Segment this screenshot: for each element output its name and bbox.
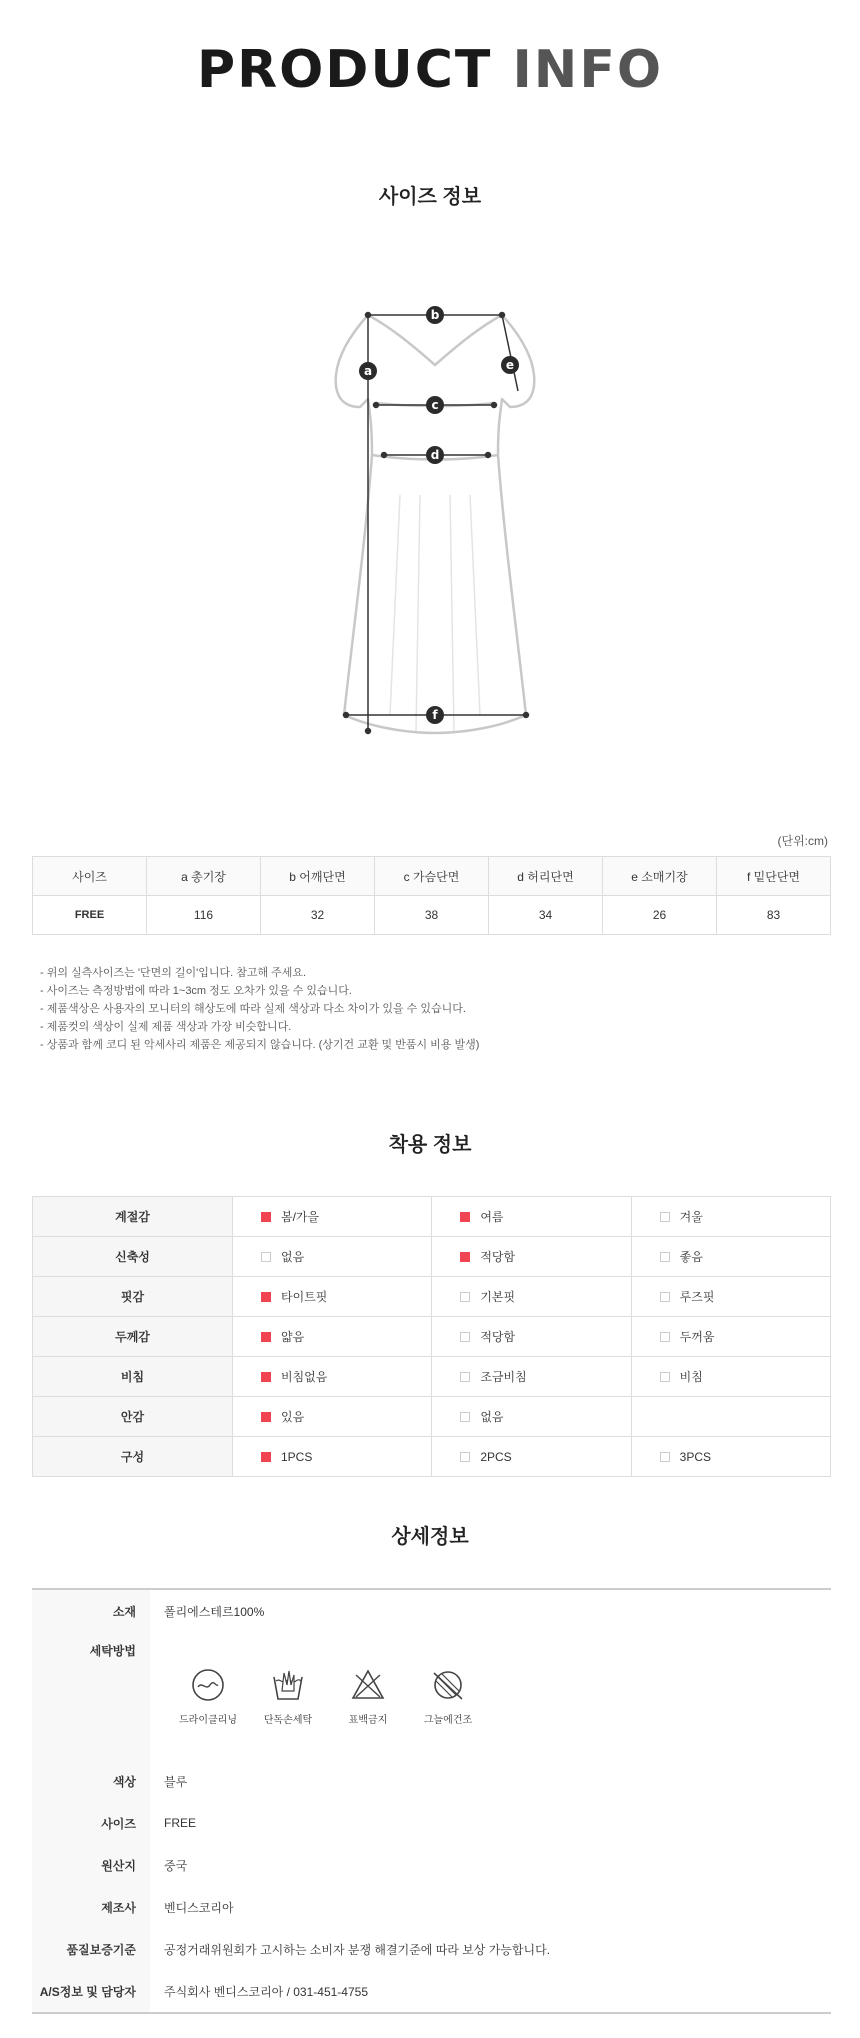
note-item: - 제품컷의 색상이 실제 제품 색상과 가장 비슷합니다.	[40, 1021, 292, 1033]
care-item-no-bleach	[328, 1667, 408, 1726]
checkbox-unchecked-icon	[660, 1332, 670, 1342]
fit-option-label: 비침	[679, 1370, 703, 1384]
page-title-accent: INFO	[512, 40, 664, 100]
size-table-header	[33, 857, 831, 896]
detail-label: 세탁방법	[32, 1632, 150, 1760]
detail-label: 제조사	[32, 1886, 150, 1928]
fit-option-label: 여름	[480, 1210, 504, 1224]
svg-text:b: b	[430, 308, 440, 322]
marker-d	[426, 446, 444, 464]
fit-row-label: 신축성	[33, 1237, 233, 1277]
care-icons	[164, 1633, 830, 1726]
fit-option-label: 기본핏	[480, 1290, 516, 1304]
detail-table	[32, 1588, 831, 2014]
size-table	[32, 856, 831, 935]
size-cell: 116	[147, 896, 261, 935]
fit-option-label: 1PCS	[281, 1449, 313, 1464]
fit-option-label: 타이트핏	[281, 1290, 328, 1304]
fit-option-empty	[631, 1397, 830, 1437]
checkbox-unchecked-icon	[460, 1412, 470, 1422]
fit-option-label: 비침없음	[281, 1370, 328, 1384]
detail-label: 사이즈	[32, 1802, 150, 1844]
fit-option	[432, 1357, 631, 1397]
fit-option-label: 2PCS	[480, 1449, 512, 1464]
detail-section-title: 상세정보	[391, 1526, 469, 1548]
care-item-shade-dry	[408, 1667, 488, 1726]
fit-option	[631, 1437, 830, 1477]
checkbox-checked-icon	[460, 1212, 470, 1222]
fit-option-label: 두꺼움	[679, 1330, 715, 1344]
detail-row-origin	[32, 1844, 831, 1886]
fit-option-label: 있음	[281, 1410, 305, 1424]
checkbox-unchecked-icon	[460, 1332, 470, 1342]
detail-row-warranty	[32, 1928, 831, 1970]
detail-row-manufacturer	[32, 1886, 831, 1928]
fit-row	[33, 1317, 831, 1357]
detail-row-material	[32, 1589, 831, 1632]
fit-option	[631, 1237, 830, 1277]
fit-row-label: 구성	[33, 1437, 233, 1477]
fit-option	[432, 1237, 631, 1277]
care-label: 그늘에건조	[423, 1715, 473, 1726]
size-col-header: 사이즈	[33, 857, 147, 896]
checkbox-checked-icon	[261, 1332, 271, 1342]
fit-option-label: 얇음	[281, 1330, 305, 1344]
checkbox-unchecked-icon	[660, 1212, 670, 1222]
detail-row-care	[32, 1632, 831, 1760]
svg-text:c: c	[431, 398, 439, 412]
fit-row	[33, 1357, 831, 1397]
fit-table	[32, 1196, 831, 1477]
care-item-hand-wash	[248, 1667, 328, 1726]
checkbox-unchecked-icon	[660, 1452, 670, 1462]
detail-value: 중국	[164, 1858, 188, 1873]
size-section-title: 사이즈 정보	[378, 186, 482, 208]
checkbox-checked-icon	[261, 1452, 271, 1462]
fit-option	[432, 1197, 631, 1237]
fit-option	[631, 1277, 830, 1317]
detail-label: 소재	[32, 1589, 150, 1632]
table-row	[33, 896, 831, 935]
fit-row-label: 비침	[33, 1357, 233, 1397]
fit-section-title: 착용 정보	[388, 1134, 472, 1156]
size-col-header: b 어깨단면	[261, 857, 375, 896]
fit-option	[631, 1317, 830, 1357]
shade-dry-icon	[430, 1667, 466, 1703]
fit-row-label: 핏감	[33, 1277, 233, 1317]
detail-value: 블루	[164, 1774, 188, 1789]
detail-row-color	[32, 1760, 831, 1802]
fit-option	[233, 1397, 432, 1437]
svg-text:a: a	[363, 364, 373, 378]
marker-c	[426, 396, 444, 414]
dry-cleaning-icon	[190, 1667, 226, 1703]
fit-option	[233, 1357, 432, 1397]
page-title-main: PRODUCT	[196, 40, 493, 100]
fit-option	[233, 1277, 432, 1317]
detail-label: A/S정보 및 담당자	[32, 1970, 150, 2013]
detail-row-size	[32, 1802, 831, 1844]
fit-option	[432, 1397, 631, 1437]
checkbox-unchecked-icon	[660, 1372, 670, 1382]
detail-label: 색상	[32, 1760, 150, 1802]
size-col-header: a 총기장	[147, 857, 261, 896]
checkbox-checked-icon	[261, 1292, 271, 1302]
checkbox-unchecked-icon	[460, 1452, 470, 1462]
detail-value: 주식회사 벤디스코리아 / 031-451-4755	[164, 1984, 368, 1999]
size-cell: 38	[375, 896, 489, 935]
note-item: - 사이즈는 측정방법에 따라 1~3cm 정도 오차가 있을 수 있습니다.	[40, 985, 352, 997]
marker-a	[359, 362, 377, 380]
marker-b	[426, 306, 444, 324]
fit-row	[33, 1277, 831, 1317]
care-item-dry-cleaning	[168, 1667, 248, 1726]
size-cell: 32	[261, 896, 375, 935]
fit-row-label: 두께감	[33, 1317, 233, 1357]
size-col-header: e 소매기장	[603, 857, 717, 896]
checkbox-unchecked-icon	[660, 1292, 670, 1302]
note-item: - 제품색상은 사용자의 모니터의 해상도에 따라 실제 색상과 다소 차이가 있을 수 있습니다.	[40, 1003, 466, 1015]
page-title	[0, 40, 860, 100]
fit-option	[233, 1237, 432, 1277]
fit-option-label: 겨울	[679, 1210, 703, 1224]
hand-wash-icon	[270, 1667, 306, 1703]
size-cell: 34	[489, 896, 603, 935]
size-col-header: c 가슴단면	[375, 857, 489, 896]
no-bleach-icon	[350, 1667, 386, 1703]
detail-value: 폴리에스테르100%	[164, 1604, 265, 1619]
detail-value: FREE	[164, 1816, 197, 1830]
checkbox-unchecked-icon	[261, 1252, 271, 1262]
size-col-header: d 허리단면	[489, 857, 603, 896]
fit-option	[233, 1197, 432, 1237]
fit-row	[33, 1437, 831, 1477]
fit-option-label: 없음	[480, 1410, 504, 1424]
svg-text:f: f	[432, 708, 438, 722]
detail-row-as-contact	[32, 1970, 831, 2013]
fit-option	[233, 1317, 432, 1357]
fit-option-label: 조금비침	[480, 1370, 527, 1384]
fit-option	[233, 1437, 432, 1477]
care-label: 드라이클리닝	[179, 1715, 237, 1726]
fit-option	[432, 1277, 631, 1317]
fit-option-label: 없음	[281, 1250, 305, 1264]
fit-row	[33, 1197, 831, 1237]
care-label: 표백금지	[348, 1715, 388, 1726]
fit-row-label: 안감	[33, 1397, 233, 1437]
dress-size-diagram	[320, 295, 550, 745]
fit-option-label: 적당함	[480, 1250, 516, 1264]
checkbox-unchecked-icon	[660, 1252, 670, 1262]
size-col-header: f 밑단단면	[717, 857, 831, 896]
fit-option-label: 루즈핏	[679, 1290, 715, 1304]
detail-value: 공정거래위원회가 고시하는 소비자 분쟁 해결기준에 따라 보상 가능합니다.	[164, 1942, 551, 1957]
fit-option-label: 적당함	[480, 1330, 516, 1344]
size-cell: FREE	[33, 896, 147, 935]
checkbox-unchecked-icon	[460, 1372, 470, 1382]
fit-row	[33, 1237, 831, 1277]
detail-label: 원산지	[32, 1844, 150, 1886]
size-cell: 83	[717, 896, 831, 935]
size-notes	[40, 964, 479, 1054]
note-item: - 위의 실측사이즈는 '단면의 길이'입니다. 참고해 주세요.	[40, 967, 307, 979]
size-cell: 26	[603, 896, 717, 935]
fit-row-label: 계절감	[33, 1197, 233, 1237]
checkbox-checked-icon	[460, 1252, 470, 1262]
svg-text:d: d	[430, 448, 440, 462]
checkbox-checked-icon	[261, 1372, 271, 1382]
fit-option-label: 좋음	[679, 1250, 703, 1264]
fit-option	[432, 1437, 631, 1477]
fit-option	[631, 1197, 830, 1237]
marker-f	[426, 706, 444, 724]
detail-label: 품질보증기준	[32, 1928, 150, 1970]
marker-e	[501, 356, 519, 374]
fit-row	[33, 1397, 831, 1437]
note-item: - 상품과 함께 코디 된 악세사리 제품은 제공되지 않습니다. (상기건 교환 및 반품시 비용 발생)	[40, 1039, 480, 1051]
checkbox-checked-icon	[261, 1212, 271, 1222]
checkbox-checked-icon	[261, 1412, 271, 1422]
unit-label: (단위:cm)	[777, 834, 828, 848]
svg-text:e: e	[505, 358, 515, 372]
care-label: 단독손세탁	[263, 1715, 313, 1726]
detail-value: 벤디스코리아	[164, 1900, 234, 1915]
fit-option	[432, 1317, 631, 1357]
checkbox-unchecked-icon	[460, 1292, 470, 1302]
fit-option	[631, 1357, 830, 1397]
fit-option-label: 3PCS	[679, 1449, 712, 1464]
fit-option-label: 봄/가을	[281, 1210, 320, 1224]
